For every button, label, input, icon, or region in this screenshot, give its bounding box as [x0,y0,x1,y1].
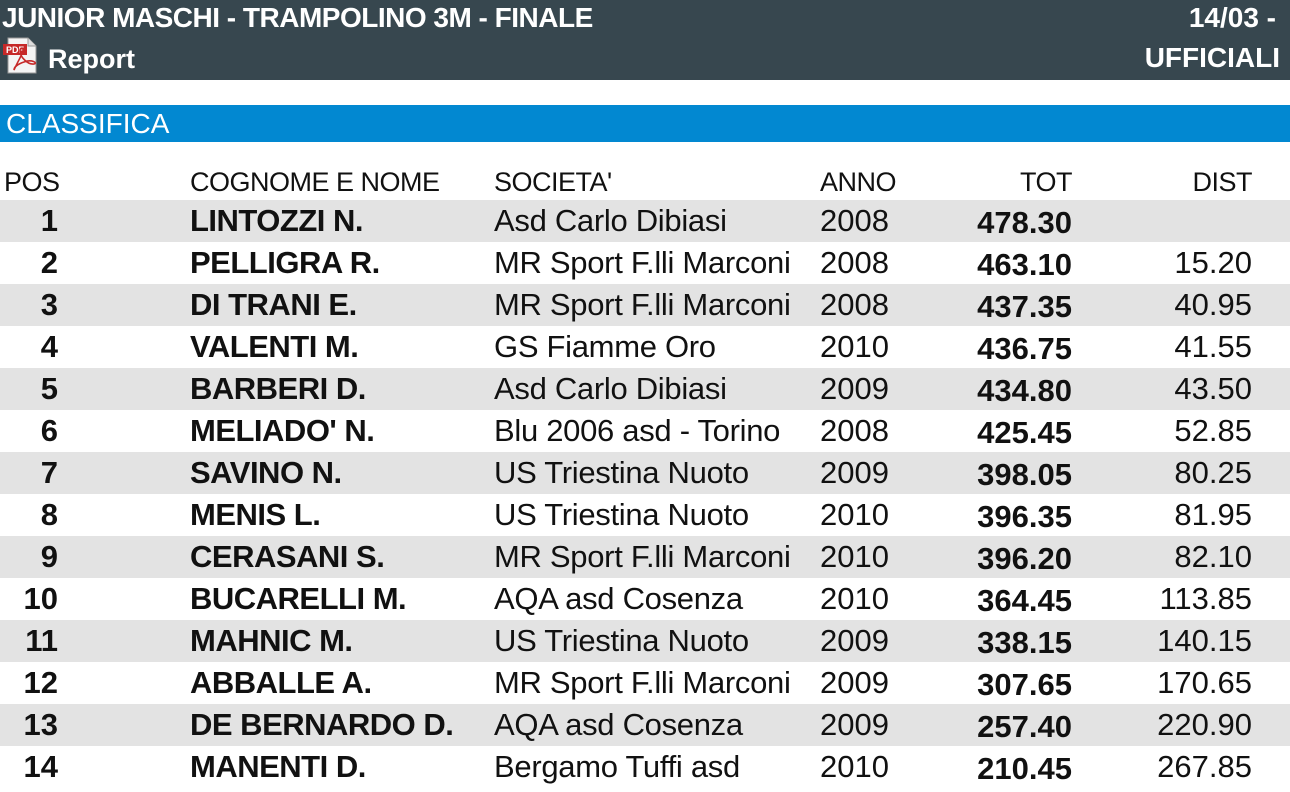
name-cell: DE BERNARDO D. [190,707,454,742]
report-link[interactable] [2,36,135,76]
dist-cell: 52.85 [1174,413,1252,448]
tot-cell: 307.65 [977,667,1072,702]
club-cell: Asd Carlo Dibiasi [494,371,727,406]
dist-cell: 15.20 [1174,245,1252,280]
results-table [0,160,1290,788]
club-cell: MR Sport F.lli Marconi [494,287,791,322]
pos-cell: 10 [23,581,58,616]
year-cell: 2008 [820,413,889,448]
dist-cell: 220.90 [1157,707,1252,742]
column-header-dist: DIST [1192,167,1252,197]
results-status: UFFICIALI [1144,42,1280,73]
column-header-tot: TOT [1020,167,1072,197]
year-cell: 2008 [820,245,889,280]
club-cell: Asd Carlo Dibiasi [494,203,727,238]
club-cell: Blu 2006 asd - Torino [494,413,781,448]
table-row [0,704,1290,746]
table-row [0,578,1290,620]
column-header-name: COGNOME E NOME [190,167,440,197]
dist-cell: 80.25 [1174,455,1252,490]
club-cell: AQA asd Cosenza [494,707,743,742]
club-cell: Bergamo Tuffi asd [494,749,740,784]
pos-cell: 13 [23,707,58,742]
tot-cell: 463.10 [977,247,1072,282]
dist-cell: 267.85 [1157,749,1252,784]
tot-cell: 364.45 [977,583,1072,618]
tot-cell: 425.45 [977,415,1072,450]
year-cell: 2008 [820,203,889,238]
year-cell: 2009 [820,371,889,406]
pos-cell: 8 [40,497,58,532]
year-cell: 2009 [820,665,889,700]
table-row [0,368,1290,410]
name-cell: LINTOZZI N. [190,203,364,238]
column-header-pos: POS [4,167,60,197]
pos-cell: 5 [40,371,58,406]
pdf-icon[interactable] [2,37,42,75]
pos-cell: 12 [23,665,58,700]
tot-cell: 396.35 [977,499,1072,534]
table-row [0,200,1290,242]
tot-cell: 436.75 [977,331,1072,366]
pos-cell: 4 [40,329,58,364]
club-cell: AQA asd Cosenza [494,581,743,616]
club-cell: MR Sport F.lli Marconi [494,245,791,280]
dist-cell: 140.15 [1157,623,1252,658]
dist-cell: 81.95 [1174,497,1252,532]
dist-cell: 113.85 [1159,581,1252,616]
pos-cell: 9 [40,539,58,574]
svg-text:PDF: PDF [6,45,24,55]
table-row [0,494,1290,536]
name-cell: MELIADO' N. [190,413,375,448]
pos-cell: 3 [40,287,58,322]
year-cell: 2010 [820,539,889,574]
page-header [0,0,1290,80]
table-row [0,536,1290,578]
pos-cell: 1 [40,203,58,238]
dist-cell: 170.65 [1157,665,1252,700]
year-cell: 2008 [820,287,889,322]
table-row [0,242,1290,284]
club-cell: US Triestina Nuoto [494,497,749,532]
year-cell: 2009 [820,623,889,658]
column-header-club: SOCIETA' [494,167,612,197]
club-cell: MR Sport F.lli Marconi [494,539,791,574]
dist-cell: 82.10 [1174,539,1252,574]
dist-cell: 40.95 [1174,287,1252,322]
club-cell: US Triestina Nuoto [494,455,749,490]
name-cell: ABBALLE A. [190,665,372,700]
table-row [0,284,1290,326]
tot-cell: 257.40 [977,709,1072,744]
table-row [0,452,1290,494]
club-cell: MR Sport F.lli Marconi [494,665,791,700]
year-cell: 2009 [820,455,889,490]
name-cell: BARBERI D. [190,371,366,406]
year-cell: 2010 [820,497,889,532]
pos-cell: 6 [40,413,58,448]
table-row [0,326,1290,368]
year-cell: 2009 [820,707,889,742]
name-cell: MANENTI D. [190,749,366,784]
tot-cell: 478.30 [977,205,1072,240]
dist-cell: 41.55 [1174,329,1252,364]
club-cell: US Triestina Nuoto [494,623,749,658]
tot-cell: 338.15 [977,625,1072,660]
name-cell: MENIS L. [190,497,321,532]
section-bar [0,105,1290,142]
name-cell: VALENTI M. [190,329,359,364]
report-label[interactable]: Report [48,43,135,74]
table-row [0,620,1290,662]
pos-cell: 7 [40,455,58,490]
table-header-row [0,160,1290,200]
tot-cell: 437.35 [977,289,1072,324]
tot-cell: 398.05 [977,457,1072,492]
name-cell: CERASANI S. [190,539,385,574]
event-title: JUNIOR MASCHI - TRAMPOLINO 3M - FINALE [2,2,593,33]
name-cell: DI TRANI E. [190,287,357,322]
pos-cell: 11 [25,623,58,658]
name-cell: MAHNIC M. [190,623,353,658]
table-row [0,410,1290,452]
dist-cell: 43.50 [1174,371,1252,406]
tot-cell: 210.45 [977,751,1072,786]
section-title: CLASSIFICA [6,108,170,139]
year-cell: 2010 [820,581,889,616]
table-row [0,746,1290,788]
name-cell: SAVINO N. [190,455,342,490]
column-header-year: ANNO [820,167,897,197]
pos-cell: 14 [23,749,58,784]
name-cell: BUCARELLI M. [190,581,407,616]
event-date: 14/03 - [1188,2,1276,33]
tot-cell: 434.80 [977,373,1072,408]
table-row [0,662,1290,704]
pos-cell: 2 [40,245,58,280]
club-cell: GS Fiamme Oro [494,329,716,364]
name-cell: PELLIGRA R. [190,245,380,280]
year-cell: 2010 [820,749,889,784]
year-cell: 2010 [820,329,889,364]
tot-cell: 396.20 [977,541,1072,576]
